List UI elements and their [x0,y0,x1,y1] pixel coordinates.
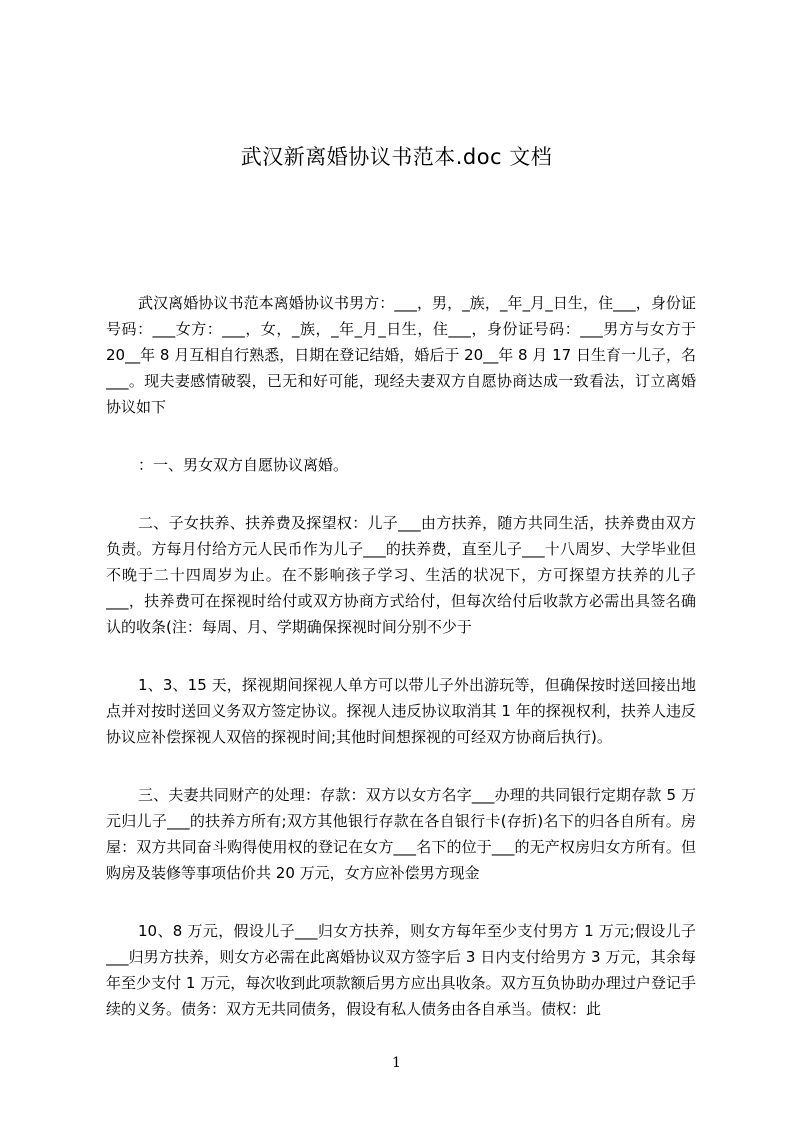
document-body [106,290,696,1022]
page-number: 1 [392,1055,401,1071]
paragraph-intro: 武汉离婚协议书范本离婚协议书男方：___，男，_族，_年_月_日生，住___，身份证号码：___女方：___，女，_族，_年_月_日生，住___，身份证号码：___男方与女方于 20__年 8 月互相自行熟悉，日期在登记结婚，婚后于 20__年 8 月 17 日生育一儿子，名___。现夫妻感情破裂，已无和好可能，现经夫妻双方自愿协商达成一致看法，订立离婚协议如下 [106,294,696,416]
paragraph-visitation: 1、3、15 天，探视期间探视人单方可以带儿子外出游玩等，但确保按时送回接出地点并对按时送回义务双方签定协议。探视人违反协议取消其 1 年的探视权利，扶养人违反协议应补偿探视人双倍的探视时间;其他时间想探视的可经双方协商后执行)。 [106,676,696,746]
paragraph-clause-2: 二、子女扶养、扶养费及探望权：儿子___由方扶养，随方共同生活，扶养费由双方负责。方每月付给方元人民币作为儿子___的扶养费，直至儿子___十八周岁、大学毕业但不晚于二十四周岁为止。在不影响孩子学习、生活的状况下，方可探望方扶养的儿子___，扶养费可在探视时给付或双方协商方式给付，但每次给付后收款方必需出具签名确认的收条(注：每周、月、学期确保探视时间分别不少于 [106,514,696,636]
paragraph-property: 10、8 万元，假设儿子___归女方扶养，则女方每年至少支付男方 1 万元;假设儿子___归男方扶养，则女方必需在此离婚协议双方签字后 3 日内支付给男方 3 万元，其余每年至少支付 1 万元，每次收到此项款额后男方应出具收条。双方互负协助办理过户登记手续的义务。债务：双方无共同债务，假设有私人债务由各自承当。债权：此 [106,922,696,1018]
paragraph-clause-1: ：一、男女双方自愿协议离婚。 [138,456,349,474]
document-title: 武汉新离婚协议书范本.doc 文档 [240,145,553,169]
paragraph-clause-3: 三、夫妻共同财产的处理：存款：双方以女方名字___办理的共同银行定期存款 5 万元归儿子___的扶养方所有;双方其他银行存款在各自银行卡(存折)名下的归各自所有。房屋：双方共同奋斗购得使用权的登记在女方___名下的位于___的无产权房归女方所有。但购房及装修等事项估价共 20 万元，女方应补偿男方现金 [106,786,696,882]
